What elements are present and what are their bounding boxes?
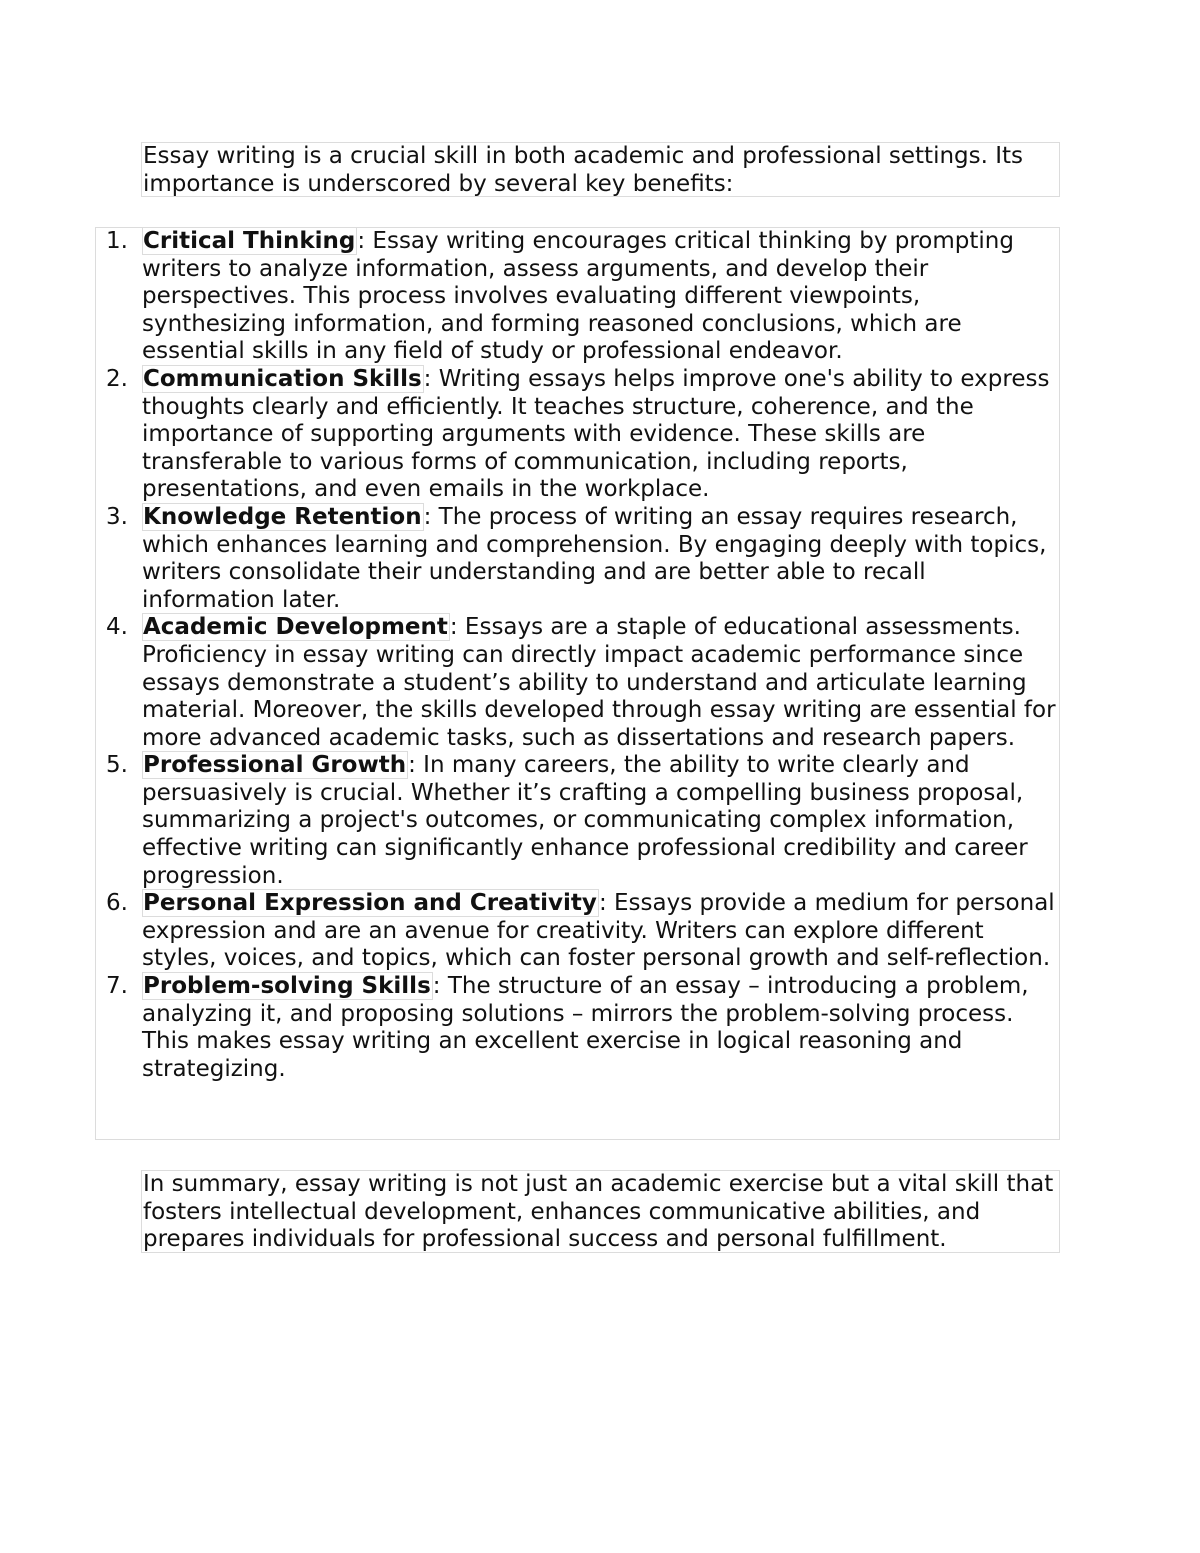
benefit-item (96, 752, 1059, 890)
benefit-term: Communication Skills (143, 365, 422, 392)
benefit-number: 7. (106, 973, 128, 1000)
benefit-item (96, 504, 1059, 614)
benefit-item (96, 973, 1059, 1083)
benefit-item (96, 890, 1059, 973)
benefit-term: Professional Growth (143, 752, 407, 779)
benefit-number: 5. (106, 752, 128, 779)
intro-paragraph (141, 142, 1060, 197)
benefit-number: 3. (106, 503, 128, 530)
benefit-term: Personal Expression and Creativity (143, 890, 597, 917)
benefit-number: 1. (106, 228, 128, 254)
benefit-number: 6. (106, 890, 128, 917)
benefit-number: 4. (106, 614, 128, 641)
benefit-text: : Essays provide a medium for personal expression and are an avenue for creativity. Writers can explore different styles, voices, and topics, which can foster personal growth and self-reflection. (142, 890, 1055, 972)
benefit-item (96, 366, 1059, 504)
benefit-item (96, 614, 1059, 752)
benefit-item (96, 228, 1059, 366)
benefit-text: : Writing essays helps improve one's ability to express thoughts clearly and efficiently. It teaches structure, coherence, and the importance of supporting arguments with evidence. These skills are transferable to various forms of communication, including reports, presentations, and even emails in the workplace. (142, 365, 1050, 503)
summary-paragraph (141, 1170, 1060, 1253)
benefit-text: : Essays are a staple of educational assessments. Proficiency in essay writing can directly impact academic performance since essays demonstrate a student’s ability to understand and articulate learning material. Moreover, the skills developed through essay writing are essential for more advanced academic tasks, such as dissertations and research papers. (142, 614, 1056, 751)
benefits-list-container (95, 227, 1060, 1140)
benefit-term: Problem-solving Skills (143, 973, 431, 1000)
intro-text: Essay writing is a crucial skill in both academic and professional settings. Its importance is underscored by several key benefits: (143, 143, 1024, 197)
benefit-text: : Essay writing encourages critical thinking by prompting writers to analyze information, assess arguments, and develop their perspectives. This process involves evaluating different viewpoints, synthesizing information, and forming reasoned conclusions, which are essential skills in any field of study or professional endeavor. (142, 228, 1014, 365)
benefit-text: : The structure of an essay – introducing a problem, analyzing it, and proposing solutions – mirrors the problem-solving process. This makes essay writing an excellent exercise in logical reasoning and strategizing. (142, 973, 1029, 1082)
benefit-term: Knowledge Retention (143, 503, 422, 530)
benefit-term: Critical Thinking (143, 228, 356, 254)
summary-text: In summary, essay writing is not just an academic exercise but a vital skill that fosters intellectual development, enhances communicative abilities, and prepares individuals for professional success and personal fulfillment. (143, 1171, 1054, 1253)
benefit-term: Academic Development (143, 614, 448, 641)
benefit-text: : The process of writing an essay requires research, which enhances learning and comprehension. By engaging deeply with topics, writers consolidate their understanding and are better able to recall information later. (142, 503, 1047, 613)
benefits-list (96, 228, 1059, 1083)
benefit-number: 2. (106, 365, 128, 392)
benefit-text: : In many careers, the ability to write clearly and persuasively is crucial. Whether it’s crafting a compelling business proposal, summarizing a project's outcomes, or communicating complex information, effective writing can significantly enhance professional credibility and career progression. (142, 752, 1028, 889)
